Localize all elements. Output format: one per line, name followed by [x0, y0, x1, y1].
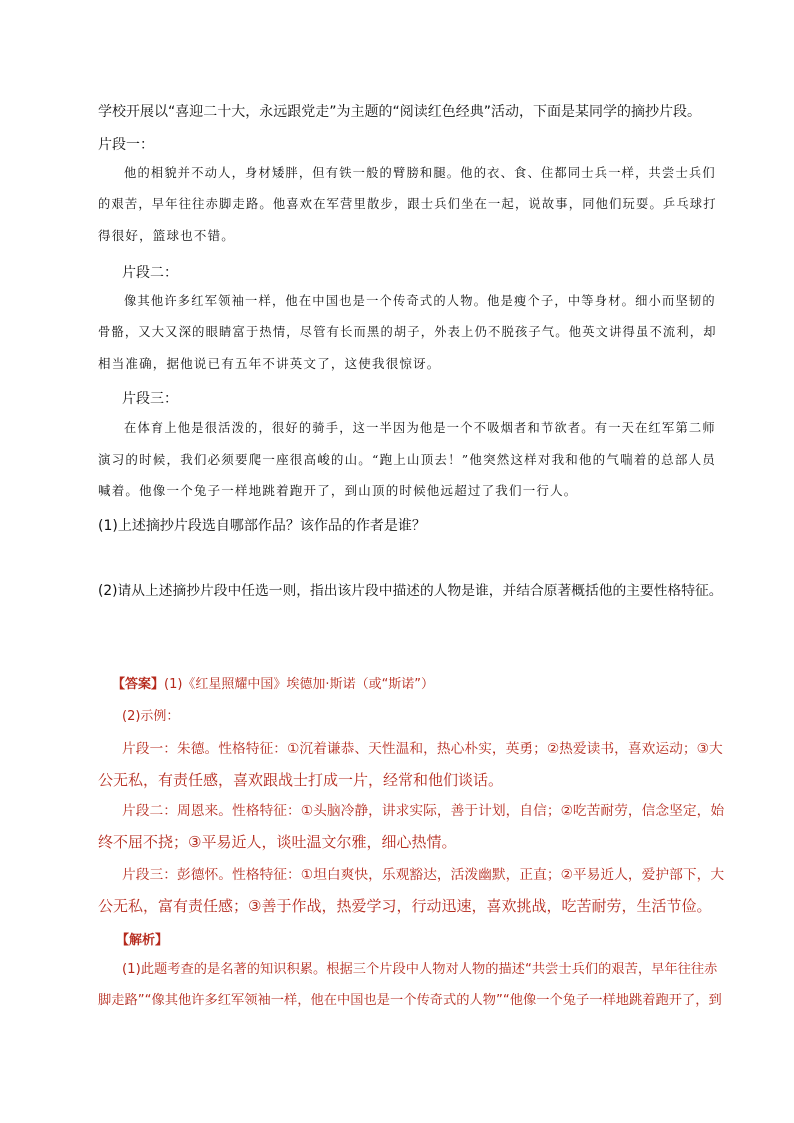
- fragment-line: 演习的时候，我们必须要爬一座很高峻的山。“跑上山顶去！”他突然这样对我和他的气喘着的总部人员: [98, 452, 716, 467]
- analysis-text: [98, 954, 726, 1016]
- question-1: (1)上述摘抄片段选自哪部作品？该作品的作者是谁？: [98, 518, 426, 534]
- answer-line: 片段三：彭德怀。性格特征：①坦白爽快，乐观豁达，活泼幽默，正直；②平易近人，爱护部下，大: [122, 867, 725, 883]
- answer-tag: 【答案】: [112, 677, 165, 692]
- fragment-1-text: [98, 158, 726, 251]
- fragment-line: 像其他许多红军领袖一样，他在中国也是一个传奇式的人物。他是瘦个子，中等身材。细小而坚韧的: [124, 294, 716, 308]
- answer-line: 片段二：周恩来。性格特征：①头脑冷静，讲求实际，善于计划，自信；②吃苦耐劳，信念坚定，始: [122, 803, 725, 819]
- analysis-line: 脚走路”“像其他许多红军领袖一样，他在中国也是一个传奇式的人物”“他像一个兔子一样地跳着跑开了，到: [98, 993, 722, 1008]
- answer-line: 公无私，有责任感，喜欢跟战士打成一片，经常和他们谈话。: [98, 771, 504, 789]
- analysis-line: (1)此题考查的是名著的知识积累。根据三个片段中人物对人物的描述“共尝士兵们的艰苦，早年往往赤: [122, 962, 718, 977]
- answer-line: 片段一：朱德。性格特征：①沉着谦恭、天性温和，热心朴实，英勇；②热爱读书，喜欢运动；③大: [122, 741, 723, 757]
- answer-item-1: [98, 734, 726, 796]
- fragment-2-text: [98, 286, 726, 379]
- fragment-3-text: [98, 413, 726, 506]
- answer-line: 公无私，富有责任感；③善于作战，热爱学习，行动迅速，喜欢挑战，吃苦耐劳，生活节俭。: [98, 897, 712, 915]
- fragment-line: 相当准确，据他说已有五年不讲英文了，这使我很惊讶。: [98, 356, 441, 371]
- fragment-3-label: 片段三：: [122, 391, 178, 407]
- fragment-line: 的艰苦，早年往往赤脚走路。他喜欢在军营里散步，跟士兵们坐在一起，说故事，同他们玩耍。乒乓球打: [98, 197, 717, 211]
- analysis-tag: [116, 932, 744, 950]
- intro-text: 学校开展以“喜迎二十大，永远跟党走”为主题的“阅读红色经典”活动，下面是某同学的摘抄片段。: [98, 104, 702, 120]
- answer-part2-label: (2)示例：: [122, 709, 180, 724]
- answer-item-2: [98, 796, 726, 858]
- answer-item-3: [98, 860, 726, 922]
- fragment-line: 在体育上他是很活泼的，很好的骑手，这一半因为他是一个不吸烟者和节欲者。有一天在红军第二师: [124, 421, 716, 435]
- fragment-line: 得很好，篮球也不错。: [98, 228, 236, 243]
- question-2: (2)请从上述摘抄片段中任选一则，指出该片段中描述的人物是谁，并结合原著概括他的主要性格特征。: [98, 583, 723, 599]
- fragment-1-label: 片段一：: [98, 137, 154, 153]
- fragment-line: 骨骼，又大又深的眼睛富于热情，尽管有长而黑的胡子，外表上仍不脱孩子气。他英文讲得虽不流利，却: [98, 325, 717, 339]
- answer-line: 终不屈不挠；③平易近人，谈吐温文尔雅，细心热情。: [98, 833, 457, 851]
- answer-header: [112, 676, 740, 694]
- fragment-line: 喊着。他像一个兔子一样地跳着跑开了，到山顶的时候他远超过了我们一行人。: [98, 483, 578, 498]
- analysis-tag-text: 【解析】: [116, 933, 169, 948]
- answer-part1: (1)《红星照耀中国》埃德加·斯诺（或“斯诺”）: [164, 677, 435, 692]
- fragment-line: 他的相貌并不动人，身材矮胖，但有铁一般的臂膀和腿。他的衣、食、住都同士兵一样，共尝士兵们: [124, 166, 716, 180]
- fragment-2-label: 片段二：: [122, 265, 178, 281]
